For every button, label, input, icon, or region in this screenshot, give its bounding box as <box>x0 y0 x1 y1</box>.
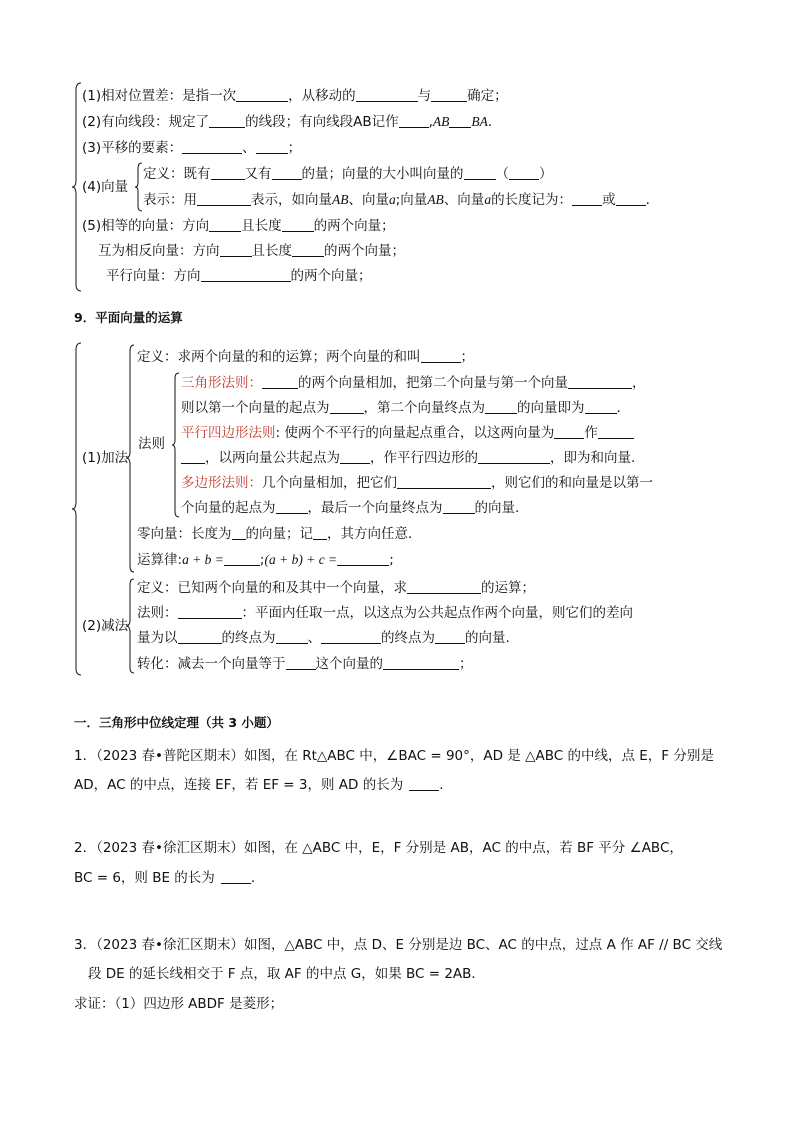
line-polygon-rule-1: 多边形法则：几个向量相加，把它们 ，则它们的和向量是以第一 <box>181 475 653 491</box>
question-3-line-1: 3．（2023 春•徐汇区期末）如图，△ABC 中，点 D、E 分别是边 BC、AC 的中点，过点 A 作 AF // BC 交线 <box>74 937 723 953</box>
line-operation-laws: 运算律:a + b = ;(a + b) + c = ; <box>137 552 394 568</box>
line-translation-elements: (3)平移的要素： 、 ； <box>82 140 302 156</box>
line-subtraction-conversion: 转化：减去一个向量等于 这个向量的 ； <box>137 656 473 672</box>
brace-vector <box>135 162 143 212</box>
line-subtraction-rule-1: 法则： ：平面内任取一点，以这点为公共起点作两个向量，则它们的差向 <box>137 605 633 621</box>
line-addition-definition: 定义：求两个向量的和的运算；两个向量的和叫 ； <box>137 349 474 365</box>
question-1-line-2: AD，AC 的中点，连接 EF，若 EF = 3，则 AD 的长为 . <box>74 777 444 793</box>
line-opposite-vectors: 互为相反向量：方向 且长度 的两个向量； <box>98 243 405 259</box>
line-vector-representation: 表示：用 表示，如向量AB、向量a;向量AB、向量a的长度记为： 或 . <box>143 192 650 208</box>
question-1-line-1: 1．（2023 春•普陀区期末）如图，在 Rt△ABC 中，∠BAC = 90°，AD 是 △ABC 的中线，点 E，F 分别是 <box>74 748 714 764</box>
question-2-line-2: BC = 6，则 BE 的长为 . <box>74 870 256 886</box>
line-vector-definition: 定义：既有 又有 的量；向量的大小叫向量的 （ ） <box>143 166 553 182</box>
line-parallel-vectors: 平行向量：方向 的两个向量； <box>106 268 372 284</box>
section-title-vector-operations: 9．平面向量的运算 <box>74 310 183 325</box>
left-brace-operations <box>72 342 82 677</box>
part-title-midline-theorem: 一．三角形中位线定理（共 3 小题） <box>74 715 279 730</box>
subtraction-label: (2)减法 <box>82 618 129 634</box>
line-relative-position: (1)相对位置差：是指一次 ，从移动的 与 确定； <box>82 88 508 104</box>
line-equal-vectors: (5)相等的向量：方向 且长度 的两个向量； <box>82 218 395 234</box>
addition-label: (1)加法 <box>82 450 129 466</box>
line-subtraction-definition: 定义：已知两个向量的和及其中一个向量，求 的运算； <box>137 580 535 596</box>
line-zero-vector: 零向量：长度为 的向量；记 ，其方向任意. <box>137 526 413 542</box>
line-parallelogram-rule-1: 平行四边形法则: 使两个不平行的向量起点重合，以这两向量为 作 <box>181 423 634 443</box>
question-3-line-2: 段 DE 的延长线相交于 F 点，取 AF 的中点 G，如果 BC = 2AB． <box>88 966 485 982</box>
brace-rules <box>172 372 180 518</box>
line-polygon-rule-2: 个向量的起点为 ，最后一个向量终点为 的向量. <box>181 500 520 516</box>
line-parallelogram-rule-2: ，以两向量公共起点为 ，作平行四边形的 ，即为和向量. <box>181 448 635 468</box>
line-triangle-rule-2: 则以第一个向量的起点为 ，第二个向量终点为 的向量即为 . <box>181 400 621 416</box>
vector-ba: BA <box>471 114 488 129</box>
line-triangle-rule-1: 三角形法则： 的两个向量相加，把第二个向量与第一个向量 ， <box>181 375 646 391</box>
vector-ab: AB <box>432 114 450 129</box>
question-3-line-3: 求证：（1）四边形 ABDF 是菱形； <box>74 996 284 1012</box>
line-directed-segment: (2)有向线段：规定了 的线段；有向线段AB记作 ,AB BA. <box>82 114 493 130</box>
question-2-line-1: 2．（2023 春•徐汇区期末）如图，在 △ABC 中，E，F 分别是 AB，AC 的中点，若 BF 平分 ∠ABC， <box>74 840 683 856</box>
vector-label: (4)向量 <box>82 179 129 195</box>
rules-label: 法则 <box>138 436 165 452</box>
line-subtraction-rule-2: 量为以 的终点为 、 的终点为 的向量. <box>137 630 510 646</box>
left-brace-block1 <box>72 82 82 292</box>
